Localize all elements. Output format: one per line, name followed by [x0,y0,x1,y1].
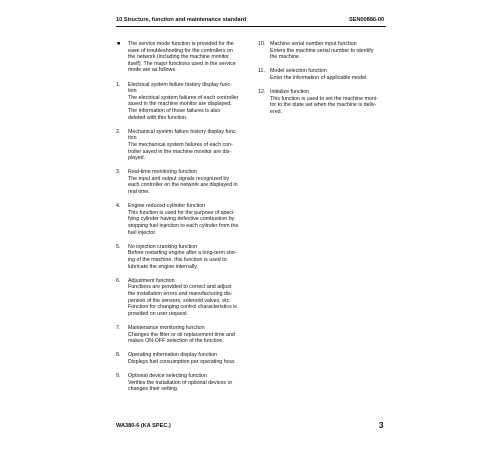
item-number: 11. [258,68,265,75]
item-number: 10. [258,41,266,47]
bullet-icon: ■ [117,41,121,47]
item-text-line: The input and output signals recognized by [128,175,230,182]
item-text-line: The mechanical system failures of each con- [128,141,233,148]
left-column [116,41,242,400]
item-text-line: the machine. [270,54,301,61]
item-heading: Adjustment function [128,277,175,284]
text-line: The service mode function is provided for the [128,41,234,47]
item-text-line: Displays fuel consumption per operating hour. [128,358,236,365]
text-line: itself). The major functions used in the service [128,60,236,67]
item-heading: Maintenance monitoring function [128,324,205,331]
item-number: 12. [258,89,266,96]
item-number: 4. [116,203,121,210]
right-column [258,41,384,123]
item-heading: Model selection function [270,68,327,75]
item-text-line: tor to the state set when the machine is deliv- [270,102,377,109]
left-function-list [116,82,242,393]
page-number: 3 [379,421,384,430]
item-text-line: This function is used to set the machine moni- [270,95,378,102]
document-code: SEN00886-00 [349,17,385,23]
item-number: 1. [116,81,121,88]
item-text-line: The information of those failures is also [128,107,221,114]
item-heading: Initialize function [270,89,310,96]
item-heading: Electrical system failure history display func- [128,81,232,88]
list-item [116,129,242,162]
item-heading: Mechanical system failure history display func- [128,128,238,135]
item-heading: Real-time monitoring function [128,169,197,176]
list-item [258,41,384,61]
item-text-line: ing of the machine, this function is used to [128,257,227,263]
item-text-line: ered. [270,108,283,115]
right-function-list [258,41,384,116]
item-text-line: tion [128,135,137,142]
intro-paragraph [116,41,242,74]
list-item [116,244,242,270]
text-line: ease of troubleshooting for the controllers on [128,47,233,54]
item-text-line: Function for changing control characteristics is [128,304,237,311]
item-text-line: This function is used for the purpose of speci- [128,209,235,216]
item-text-line: fying cylinder having defective combustion by [128,216,235,223]
item-number: 3. [116,169,121,176]
item-text-line: provided on user request. [128,310,189,317]
item-text-line: stopping fuel injection to each cylinder from the [128,223,239,230]
list-item [116,169,242,195]
list-item [116,82,242,122]
item-text-line: each controller on the network are displayed in [128,182,238,189]
item-heading: Machine serial number input function [270,41,357,47]
list-item [116,325,242,345]
item-text-line: the installation errors and manufacturing dis- [128,290,233,297]
item-heading: Operating information display function [128,352,217,359]
item-heading: Optional device selecting function [128,373,207,380]
item-text-line: fuel injector. [128,229,157,236]
item-text-line: troller saved in the machine monitor are dis- [128,148,232,155]
item-text-line: persion of the sensors, solenoid valves, etc. [128,297,231,304]
item-text-line: Enter the information of applicable model. [270,74,368,81]
list-item [258,89,384,115]
item-heading: No injection cranking function [128,243,198,250]
item-text-line: played. [128,155,146,162]
item-number: 6. [116,277,121,284]
list-item [116,352,242,365]
item-number: 9. [116,373,121,380]
item-text-line: Enters the machine serial number to identify [270,47,374,54]
item-text-line: saved in the machine monitor are displayed. [128,101,232,108]
item-text-line: makes ON-OFF selection of the function. [128,338,224,345]
item-number: 7. [116,324,121,331]
item-number: 8. [116,352,121,359]
item-text-line: Changes the filter or oil replacement time and [128,331,235,338]
text-line: mode are as follows. [128,67,177,74]
text-line: the network (including the machine monitor [128,54,229,61]
list-item [116,373,242,393]
item-text-line: lubricate the engine internally. [128,263,198,270]
item-text-line: tion [128,88,137,95]
item-text-line: Functions are provided to correct and adjust [128,284,232,291]
item-text-line: Before restarting engine after a long-term stor- [128,250,237,257]
page-header-title: 10 Structure, function and maintenance standard [116,17,247,23]
item-heading: Engine reduced-cylinder function [128,203,206,210]
footer-model: WA380-6 (KA SPEC.) [116,423,171,429]
item-text-line: The electrical system failures of each controller [128,94,239,101]
list-item [116,203,242,236]
item-text-line: deleted with this function. [128,114,188,121]
item-number: 2. [116,128,121,135]
header-divider [116,26,386,27]
item-text-line: Verifies the installation of optional devices or [128,379,233,386]
item-text-line: real time. [128,189,150,196]
item-text-line: changes their setting. [128,386,179,393]
list-item [116,278,242,318]
list-item [258,68,384,81]
item-number: 5. [116,243,121,250]
